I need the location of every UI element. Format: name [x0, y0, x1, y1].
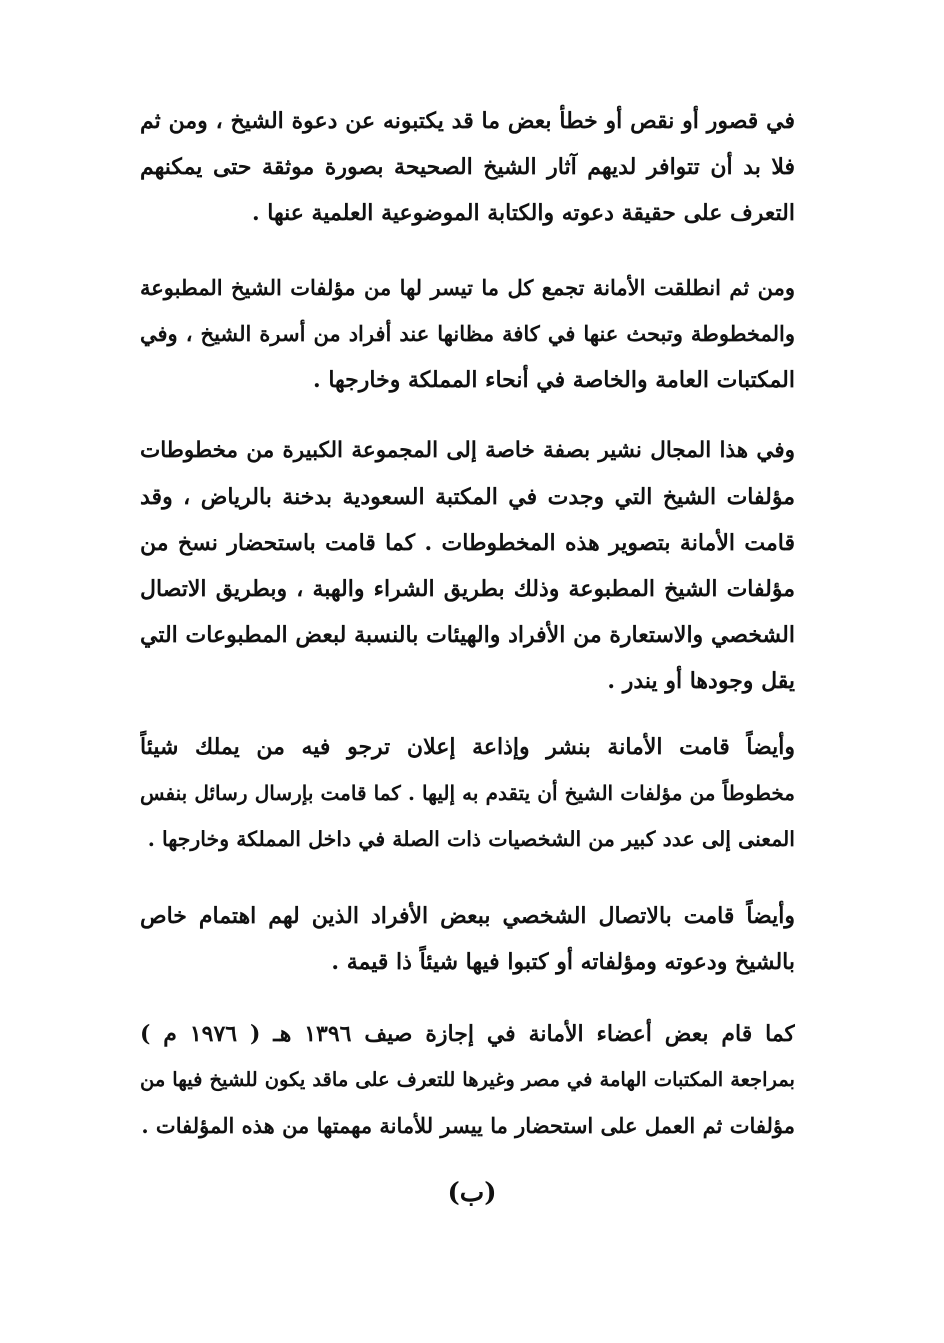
paragraph-line: التعرف على حقيقة دعوته والكتابة الموضوعية العلمية عنها .	[251, 200, 795, 226]
paragraph-line: المعنى إلى عدد كبير من الشخصيات ذات الصلة في داخل المملكة وخارجها .	[147, 827, 795, 851]
paragraph-line: فلا بد أن تتوافر لديهم آثار الشيخ الصحيحة بصورة موثقة حتى يمكنهم	[140, 154, 795, 180]
paragraph-6	[140, 1011, 795, 1149]
paragraph-line: يقل وجودها أو يندر .	[607, 668, 795, 694]
paragraph-line: وفي هذا المجال نشير بصفة خاصة إلى المجموعة الكبيرة من مخطوطات	[140, 438, 795, 463]
paragraph-5	[140, 893, 795, 985]
paragraph-line: والمخطوطة وتبحث عنها في كافة مظانها عند أفراد من أسرة الشيخ ، وفي	[140, 321, 795, 346]
paragraph-1	[140, 98, 795, 236]
paragraph-line: الشخصي والاستعارة من الأفراد والهيئات بالنسبة لبعض المطبوعات التي	[140, 622, 795, 648]
paragraph-line: بالشيخ ودعوته ومؤلفاته أو كتبوا فيها شيئاً ذا قيمة .	[331, 949, 795, 975]
paragraph-line: مؤلفات ثم العمل على استحضار ما ييسر للأمانة مهمتها من هذه المؤلفات .	[141, 1113, 795, 1138]
paragraph-line: قامت الأمانة بتصوير هذه المخطوطات . كما قامت باستحضار نسخ من	[140, 530, 795, 556]
page-number: (ب)	[447, 1178, 497, 1208]
paragraph-3	[140, 428, 795, 704]
paragraph-line: مؤلفات الشيخ التي وجدت في المكتبة السعودية بدخنة بالرياض ، وقد	[140, 484, 795, 510]
paragraph-line: بمراجعة المكتبات الهامة في مصر وغيرها للتعرف على ماقد يكون للشيخ فيها من	[140, 1068, 795, 1091]
paragraph-2	[140, 265, 795, 403]
paragraph-line: مخطوطاً من مؤلفات الشيخ أن يتقدم به إليها . كما قامت بإرسال رسائل بنفس	[140, 781, 795, 805]
paragraph-line: المكتبات العامة والخاصة في أنحاء المملكة وخارجها .	[313, 367, 795, 393]
paragraph-line: في قصور أو نقص أو خطأ بعض ما قد يكتبونه عن دعوة الشيخ ، ومن ثم	[140, 108, 795, 134]
paragraph-4	[140, 724, 795, 862]
paragraph-line: وأيضاً قامت الأمانة بنشر وإذاعة إعلان ترجو فيه من يملك شيئاً	[140, 734, 795, 760]
paragraph-line: وأيضاً قامت بالاتصال الشخصي ببعض الأفراد الذين لهم اهتمام خاص	[140, 903, 795, 929]
paragraph-line: كما قام بعض أعضاء الأمانة في إجازة صيف ١٣٩٦ هـ ( ١٩٧٦ م )	[140, 1021, 795, 1047]
paragraph-line: ومن ثم انطلقت الأمانة تجمع كل ما تيسر لها من مؤلفات الشيخ المطبوعة	[140, 275, 795, 300]
paragraph-line: مؤلفات الشيخ المطبوعة وذلك بطريق الشراء والهبة ، وبطريق الاتصال	[140, 576, 795, 602]
